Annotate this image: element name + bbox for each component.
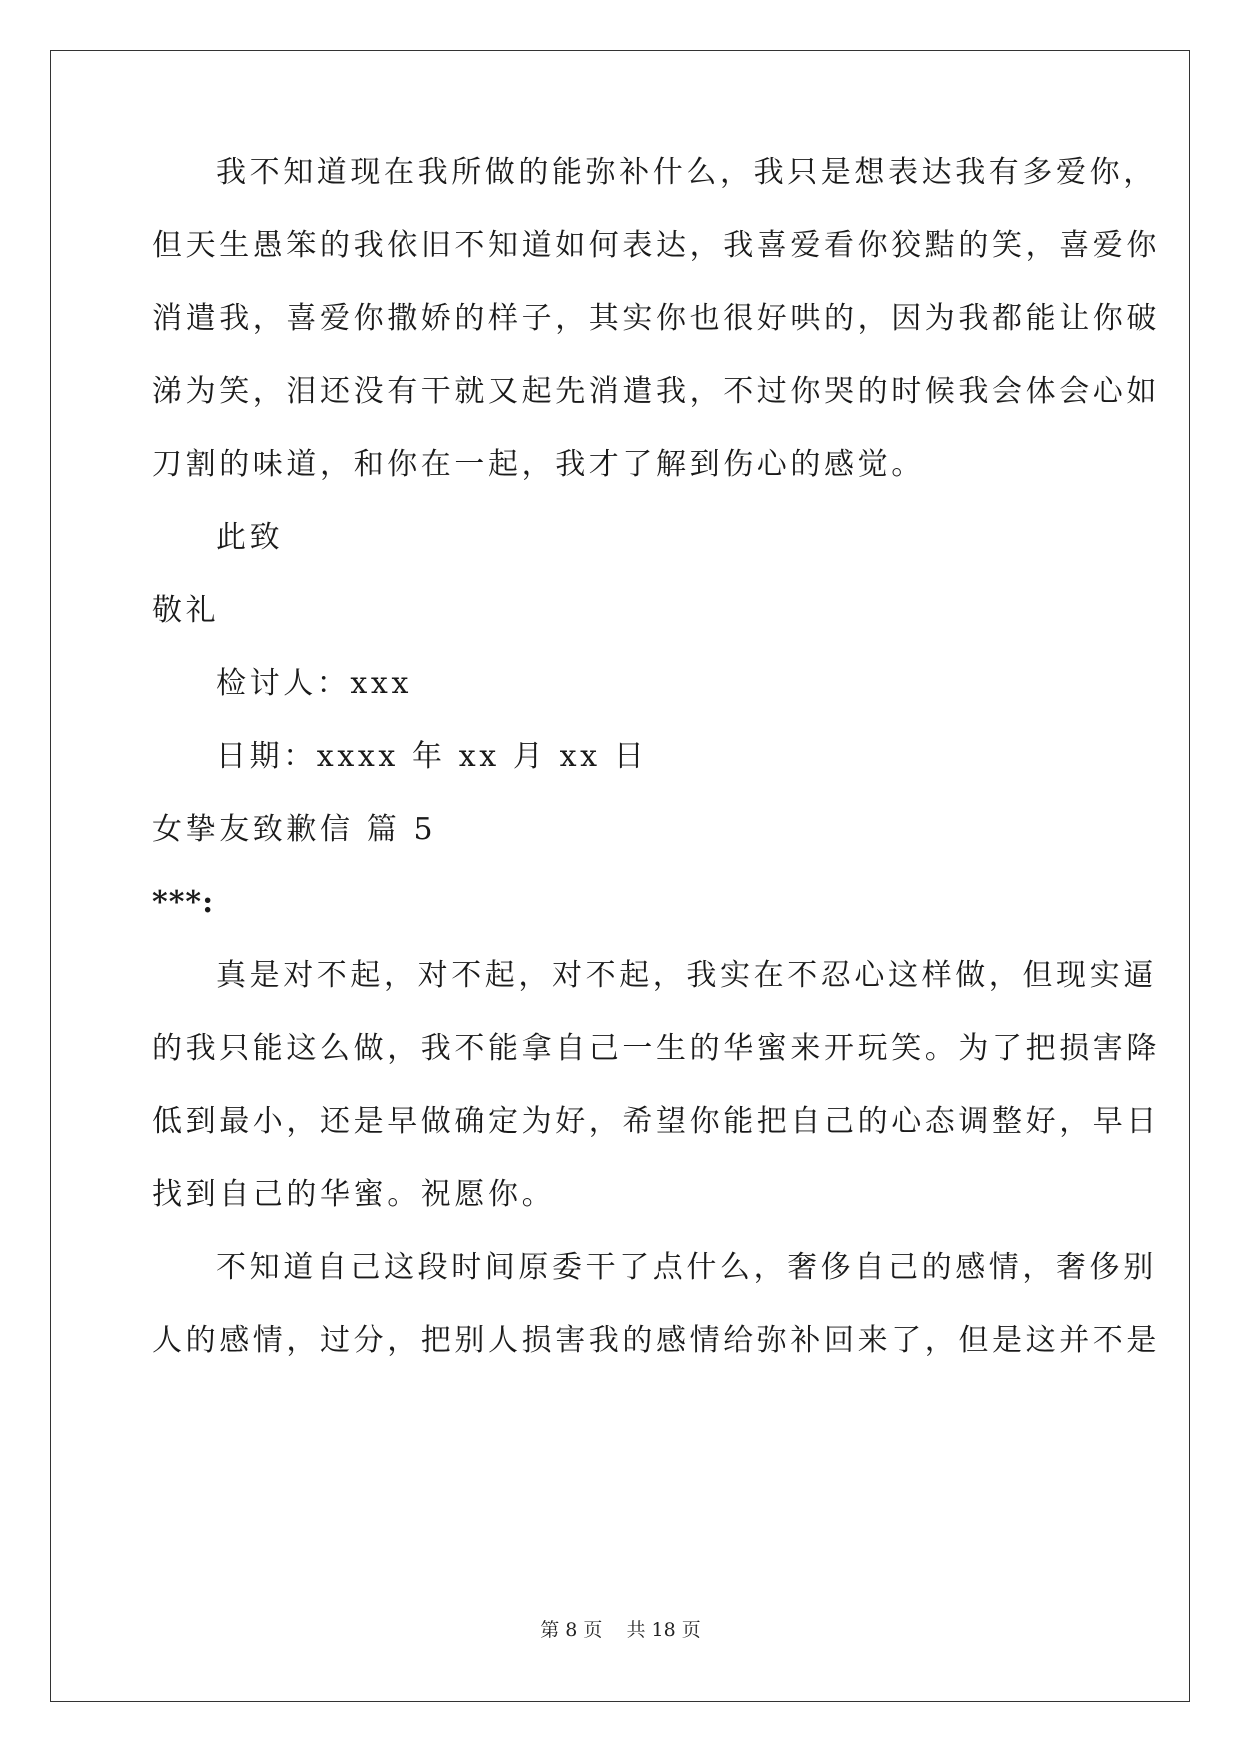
page-total: 共 18 页: [626, 1619, 701, 1641]
paragraph-line: 不知道自己这段时间原委干了点什么，奢侈自己的感情，奢侈别: [216, 1250, 1157, 1285]
recipient-salutation: ***:: [152, 885, 215, 920]
paragraph-line: 人的感情，过分，把别人损害我的感情给弥补回来了，但是这并不是: [152, 1323, 1160, 1358]
page-footer: [0, 1618, 1241, 1642]
paragraph-line: 但天生愚笨的我依旧不知道如何表达，我喜爱看你狡黠的笑，喜爱你: [152, 228, 1160, 263]
page-border: [50, 50, 1190, 1702]
page-number: 第 8 页: [540, 1619, 603, 1641]
section-heading: 女挚友致歉信 篇 5: [152, 812, 437, 847]
paragraph-line: 真是对不起，对不起，对不起，我实在不忍心这样做，但现实逼: [216, 958, 1157, 993]
paragraph-line: 找到自己的华蜜。祝愿你。: [152, 1177, 556, 1212]
paragraph-line: 涕为笑，泪还没有干就又起先消遣我，不过你哭的时候我会体会心如: [152, 374, 1160, 409]
closing-salutation: 此致: [216, 520, 284, 555]
paragraph-line: 的我只能这么做，我不能拿自己一生的华蜜来开玩笑。为了把损害降: [152, 1031, 1160, 1066]
paragraph-line: 我不知道现在我所做的能弥补什么，我只是想表达我有多爱你，: [216, 155, 1157, 190]
closing-regards: 敬礼: [152, 593, 220, 628]
date-line: 日期：xxxx 年 xx 月 xx 日: [216, 739, 648, 774]
paragraph-line: 低到最小，还是早做确定为好，希望你能把自己的心态调整好，早日: [152, 1104, 1160, 1139]
author-line: 检讨人：xxx: [216, 666, 412, 701]
paragraph-line: 消遣我，喜爱你撒娇的样子，其实你也很好哄的，因为我都能让你破: [152, 301, 1160, 336]
paragraph-line: 刀割的味道，和你在一起，我才了解到伤心的感觉。: [152, 447, 925, 482]
